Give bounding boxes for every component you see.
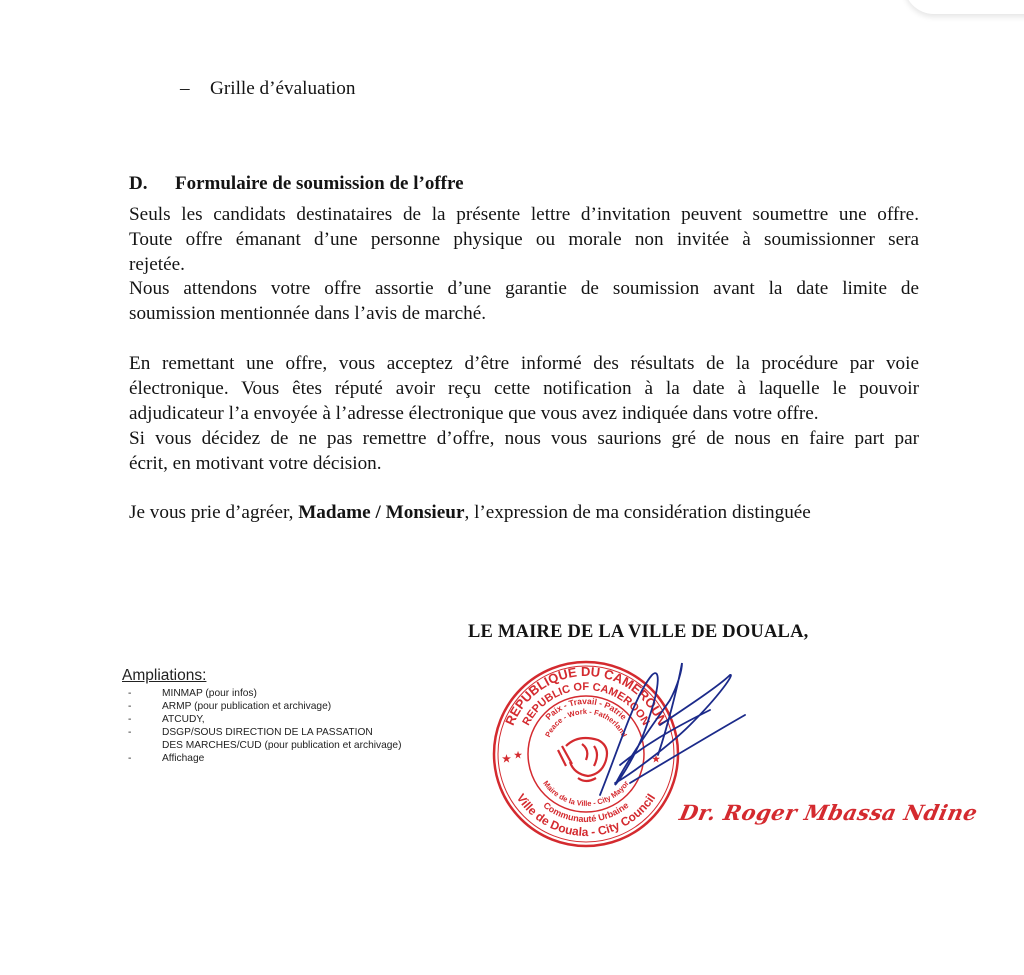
- ampliation-item: [122, 726, 402, 752]
- paragraph-line: Seuls les candidats destinataires de la présente lettre d’invitation peuvent soumettre une offre.: [129, 204, 919, 225]
- mayor-title: LE MAIRE DE LA VILLE DE DOUALA,: [468, 622, 809, 642]
- ampliation-item: [122, 687, 402, 700]
- closing-addressee: Madame / Monsieur: [298, 502, 465, 523]
- bullet-dash: –: [180, 78, 190, 99]
- section-heading: [129, 173, 464, 195]
- stamp-motto-en: Peace - Work - Fatherland: [543, 706, 629, 739]
- ampliation-item: [122, 700, 402, 713]
- ampliation-text: MINMAP (pour infos): [162, 688, 257, 699]
- section-title: Formulaire de soumission de l’offre: [175, 173, 464, 194]
- stamp-text-top: REPUBLIQUE DU CAMEROUN: [502, 663, 670, 728]
- paragraph-line: Nous attendons votre offre assortie d’une garantie de soumission avant la date limite de: [129, 278, 919, 299]
- list-dash: -: [128, 688, 132, 699]
- section-letter: D.: [129, 173, 148, 194]
- list-dash: -: [128, 753, 132, 764]
- stamp-text-inner-bottom: Maire de la Ville - City Mayor: [541, 778, 631, 809]
- ampliation-text: DES MARCHES/CUD (pour publication et archivage): [162, 740, 402, 751]
- paragraph-line: Toute offre émanant d’une personne physique ou morale non invitée à soumissionner sera: [129, 229, 919, 250]
- ampliation-item: [122, 713, 402, 726]
- ampliation-item: [122, 752, 402, 765]
- bullet-text: Grille d’évaluation: [210, 78, 356, 99]
- stamp-text-bottom-2: Communauté Urbaine: [541, 800, 631, 825]
- list-dash: -: [128, 727, 132, 738]
- ampliations-list: [122, 687, 402, 765]
- stamp-text-bottom: Ville de Douala - City Council: [513, 791, 659, 840]
- ampliation-text: ARMP (pour publication et archivage): [162, 701, 332, 712]
- closing-after: , l’expression de ma considération distinguée: [464, 502, 811, 523]
- handwritten-signature-icon: [560, 655, 760, 805]
- ampliation-text: DSGP/SOUS DIRECTION DE LA PASSATION: [162, 727, 373, 738]
- paragraph-line: rejetée.: [129, 254, 185, 275]
- paragraph-line: soumission mentionnée dans l’avis de marché.: [129, 303, 487, 324]
- paragraph-line: électronique. Vous êtes réputé avoir reçu cette notification à la date à laquelle le pouvoir: [129, 378, 919, 399]
- ampliations-title: Ampliations:: [122, 667, 207, 684]
- stamp-star-icon: ★: [514, 750, 523, 760]
- stamp-text-top-2: REPUBLIC OF CAMEROON: [520, 680, 652, 728]
- ampliation-text: ATCUDY,: [162, 714, 205, 725]
- list-dash: -: [128, 714, 132, 725]
- stamp-motto-fr: Paix - Travail - Patrie: [543, 695, 629, 722]
- closing-formula: [129, 502, 811, 524]
- scan-corner-shadow: [904, 0, 1024, 14]
- paragraph-line: écrit, en motivant votre décision.: [129, 453, 382, 474]
- paragraph-line: adjudicateur l’a envoyée à l’adresse électronique que vous avez indiquée dans votre offre.: [129, 403, 819, 424]
- stamp-star-icon: ★: [502, 754, 511, 765]
- list-dash: -: [128, 701, 132, 712]
- ampliations-block: [122, 667, 402, 765]
- signer-name: Dr. Roger Mbassa Ndine: [677, 800, 981, 825]
- paragraph-line: Si vous décidez de ne pas remettre d’offre, nous vous saurions gré de nous en faire part par: [129, 428, 919, 449]
- ampliation-text: Affichage: [162, 753, 205, 764]
- closing-before: Je vous prie d’agréer,: [129, 502, 299, 523]
- bullet-item-grille: [180, 78, 355, 100]
- paragraph-line: En remettant une offre, vous acceptez d’être informé des résultats de la procédure par voie: [129, 353, 919, 374]
- stamp-star-icon: ★: [652, 754, 661, 764]
